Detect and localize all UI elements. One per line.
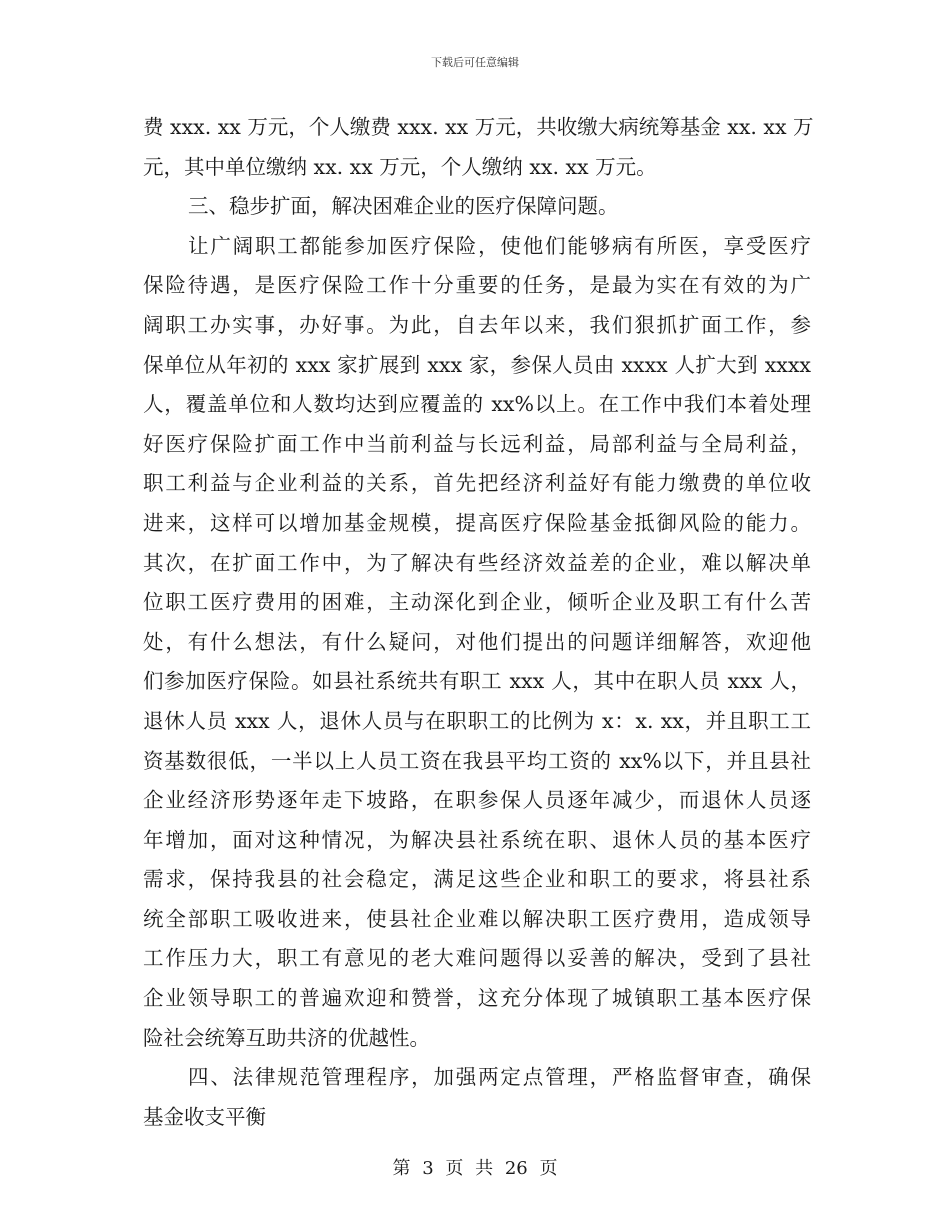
text-line: 好医疗保险扩面工作中当前利益与长远利益，局部利益与全局利益， — [143, 431, 811, 456]
text-line: 处，有什么想法，有什么疑问，对他们提出的问题详细解答，欢迎他 — [143, 629, 811, 654]
text-line: 工作压力大，职工有意见的老大难问题得以妥善的解决，受到了县社 — [143, 946, 811, 971]
page-number-footer: 第 3 页 共 26 页 — [392, 1158, 558, 1179]
text-line: 其次，在扩面工作中，为了解决有些经济效益差的企业，难以解决单 — [143, 550, 811, 575]
text-line: 年增加，面对这种情况，为解决县社系统在职、退休人员的基本医疗 — [143, 827, 811, 852]
text-line: 费 xxx. xx 万元，个人缴费 xxx. xx 万元，共收缴大病统筹基金 xx. xx 万 — [143, 115, 814, 139]
paragraph-first-line: 让广阔职工都能参加医疗保险，使他们能够病有所医，享受医疗 — [188, 233, 811, 258]
text-line: 人，覆盖单位和人数均达到应覆盖的 xx%以上。在工作中我们本着处理 — [143, 392, 811, 417]
text-line: 统全部职工吸收进来，使县社企业难以解决职工医疗费用，造成领导 — [143, 906, 811, 931]
paragraph-first-line: 四、法律规范管理程序，加强两定点管理，严格监督审查，确保 — [188, 1065, 811, 1090]
text-line: 职工利益与企业利益的关系，首先把经济利益好有能力缴费的单位收 — [143, 471, 811, 496]
text-line: 们参加医疗保险。如县社系统共有职工 xxx 人，其中在职人员 xxx 人， — [143, 669, 811, 694]
text-line: 企业经济形势逐年走下坡路，在职参保人员逐年减少，而退休人员逐 — [143, 788, 811, 813]
text-line: 基金收支平衡 — [143, 1104, 266, 1129]
text-line: 险社会统筹互助共济的优越性。 — [143, 1025, 430, 1050]
document-body — [143, 108, 814, 1137]
page-header-note: 下载后可任意编辑 — [431, 56, 519, 69]
paragraph-first-line: 三、稳步扩面，解决困难企业的医疗保障问题。 — [188, 194, 619, 219]
text-line: 元，其中单位缴纳 xx. xx 万元，个人缴纳 xx. xx 万元。 — [143, 154, 657, 179]
text-line: 阔职工办实事，办好事。为此，自去年以来，我们狠抓扩面工作，参 — [143, 312, 811, 337]
text-line: 需求，保持我县的社会稳定，满足这些企业和职工的要求，将县社系 — [143, 867, 811, 892]
text-line: 资基数很低，一半以上人员工资在我县平均工资的 xx%以下，并且县社 — [143, 748, 811, 773]
text-line: 保单位从年初的 xxx 家扩展到 xxx 家，参保人员由 xxxx 人扩大到 xxxx — [143, 352, 811, 377]
text-line: 退休人员 xxx 人，退休人员与在职职工的比例为 x：x. xx，并且职工工 — [143, 708, 811, 733]
text-line: 保险待遇，是医疗保险工作十分重要的任务，是最为实在有效的为广 — [143, 273, 811, 298]
text-line: 企业领导职工的普遍欢迎和赞誉，这充分体现了城镇职工基本医疗保 — [143, 986, 811, 1011]
text-line: 进来，这样可以增加基金规模，提高医疗保险基金抵御风险的能力。 — [143, 510, 811, 535]
text-line: 位职工医疗费用的困难，主动深化到企业，倾听企业及职工有什么苦 — [143, 590, 811, 615]
